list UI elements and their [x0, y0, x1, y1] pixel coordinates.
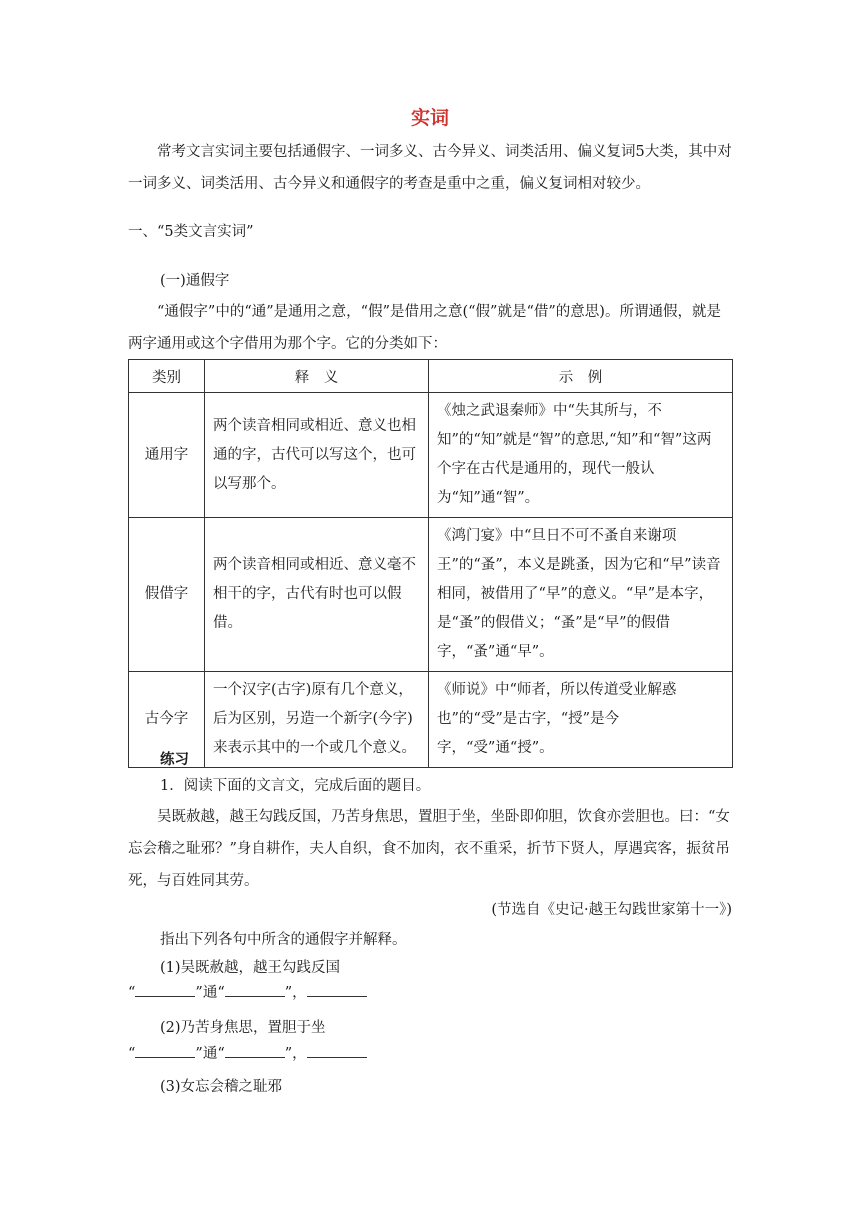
header-category: 类别 [129, 360, 205, 393]
item-1-answer-line: “ ”通“ ”， [128, 981, 732, 1005]
item-3-sentence: (3)女忘会稽之耻邪 [160, 1079, 283, 1095]
answer-blank[interactable] [225, 1043, 285, 1058]
answer-blank[interactable] [135, 982, 195, 997]
subsection-heading: (一)通假字 [160, 273, 230, 289]
row-meaning: 一个汉字(古字)原有几个意义，后为区别，另造一个新字(今字)来表示其中的一个或几个意义。 [205, 672, 429, 768]
question-1: 1．阅读下面的文言文，完成后面的题目。 [160, 778, 431, 794]
instruction-text: 指出下列各句中所含的通假字并解释。 [160, 932, 407, 948]
table-row [129, 518, 733, 672]
row-meaning: 两个读音相同或相近、意义毫不相干的字，古代有时也可以假借。 [205, 518, 429, 672]
row-example: 《烛之武退秦师》中“失其所与，不知”的“知”就是“智”的意思,“知”和“智”这两个字在古代是通用的，现代一般认为“知”通“智”。 [429, 393, 733, 518]
header-meaning: 释 义 [205, 360, 429, 393]
subsection-intro: “通假字”中的“通”是通用之意，“假”是借用之意(“假”就是“借”的意思)。所谓通假，就是两字通用或这个字借用为那个字。它的分类如下： [128, 304, 721, 352]
table-header-row [129, 360, 733, 393]
row-category: 假借字 [129, 518, 205, 672]
passage-source: (节选自《史记·越王勾践世家第十一》) [491, 902, 732, 918]
answer-blank[interactable] [225, 982, 285, 997]
row-example: 《鸿门宴》中“旦日不可不蚤自来谢项王”的“蚤”，本义是跳蚤，因为它和“早”读音相同，被借用了“早”的意义。“早”是本字，是“蚤”的假借义；“蚤”是“早”的假借字，“蚤”通“早”。 [429, 518, 733, 672]
intro-paragraph: 常考文言实词主要包括通假字、一词多义、古今异义、词类活用、偏义复词5大类，其中对一词多义、词类活用、古今异义和通假字的考查是重中之重，偏义复词相对较少。 [128, 144, 732, 192]
row-category: 通用字 [129, 393, 205, 518]
item-2-sentence: (2)乃苦身焦思，置胆于坐 [160, 1020, 326, 1036]
row-category: 古今字 [129, 672, 205, 768]
row-meaning: 两个读音相同或相近、意义也相通的字，古代可以写这个，也可以写那个。 [205, 393, 429, 518]
answer-blank[interactable] [307, 1043, 367, 1058]
tongjia-classification-table [128, 359, 733, 768]
table-row [129, 672, 733, 768]
table-row [129, 393, 733, 518]
item-2-answer-line: “ ”通“ ”， [128, 1042, 732, 1066]
section-heading: 一、“5类文言实词” [128, 224, 254, 240]
header-example: 示 例 [429, 360, 733, 393]
row-example: 《师说》中“师者，所以传道受业解惑也”的“受”是古字，“授”是今字，“受”通“授”。 [429, 672, 733, 768]
page-title: 实词 [410, 107, 449, 129]
answer-blank[interactable] [135, 1043, 195, 1058]
practice-heading: 练习 [160, 751, 189, 768]
passage-text: 吴既赦越，越王勾践反国，乃苦身焦思，置胆于坐，坐卧即仰胆，饮食亦尝胆也。曰：“女忘会稽之耻邪？”身自耕作，夫人自织，食不加肉，衣不重采，折节下贤人，厚遇宾客，振贫吊死，与百姓同其劳。 [128, 809, 730, 889]
item-1-sentence: (1)吴既赦越，越王勾践反国 [160, 960, 341, 976]
answer-blank[interactable] [307, 982, 367, 997]
